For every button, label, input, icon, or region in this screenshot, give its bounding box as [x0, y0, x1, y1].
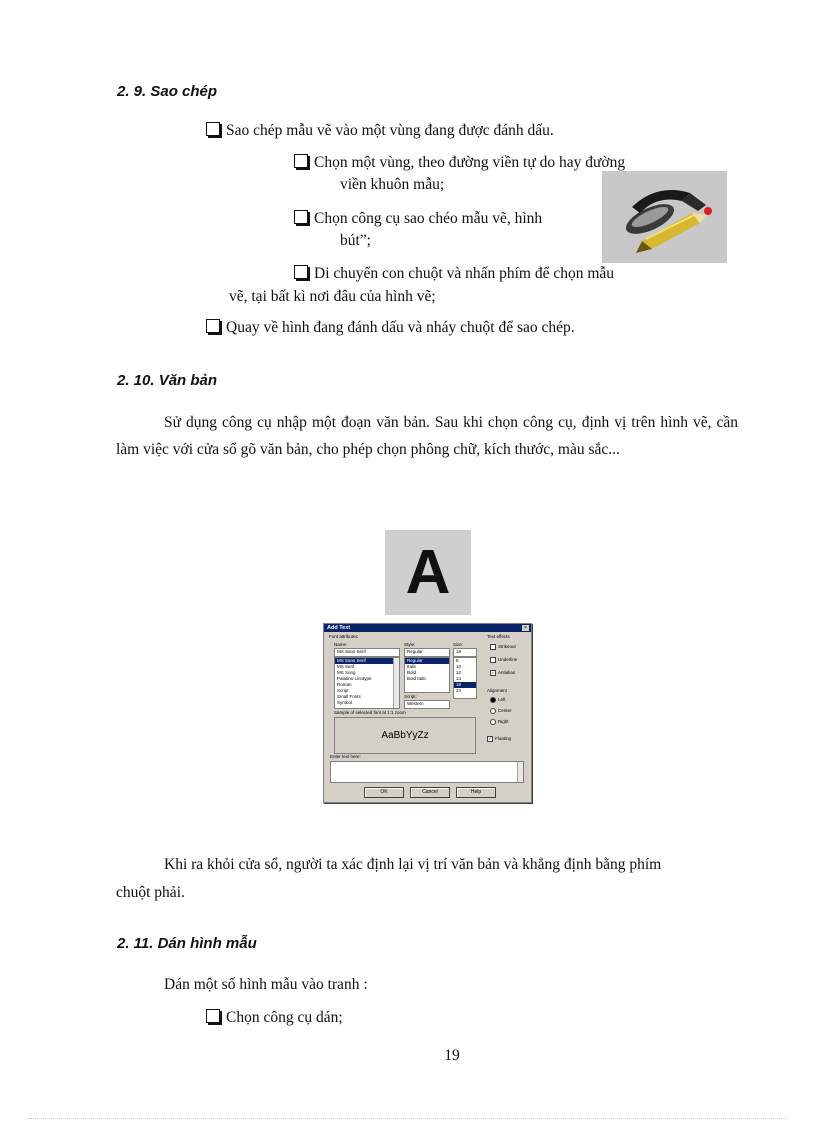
sub-bullet-select-region — [294, 153, 625, 173]
font-sample-box — [334, 717, 476, 754]
paste-intro: Dán một số hình mẫu vào tranh : — [164, 976, 368, 993]
sample-label: Sample of selected font at 1:1 zoom — [334, 710, 406, 715]
style-list[interactable] — [404, 657, 450, 693]
font-list-item[interactable]: MS Sans Serif — [335, 658, 399, 664]
name-label: Name: — [334, 642, 348, 647]
bullet-copy-pattern — [206, 121, 554, 141]
script-select[interactable] — [404, 700, 450, 709]
size-list-item[interactable]: 24 — [456, 688, 462, 693]
bullet-text: Chọn công cụ dán; — [226, 1009, 343, 1026]
bullet-text: Sao chép mẫu vẽ vào một vùng đang được đánh dấu. — [226, 122, 554, 139]
size-list-item[interactable]: 8 — [456, 658, 459, 663]
strikeout-label: Strikeout — [498, 644, 516, 649]
align-center-radio[interactable] — [490, 708, 496, 714]
antialias-label: Antialias — [498, 670, 516, 675]
section-2-9-title: 2. 9. Sao chép — [117, 83, 218, 100]
checkbox-bullet-icon — [294, 265, 308, 279]
size-list-item[interactable]: 12 — [456, 670, 462, 675]
footer-divider — [28, 1118, 788, 1119]
style-label: Style: — [404, 642, 416, 647]
size-input[interactable] — [453, 648, 477, 657]
sub-bullet-move-mouse — [294, 264, 614, 284]
sub-bullet-select-tool — [294, 209, 604, 229]
checkbox-bullet-icon — [294, 154, 308, 168]
font-list-scrollbar[interactable] — [393, 658, 399, 708]
font-list-item[interactable]: Script — [337, 688, 349, 693]
sub-bullet-continuation: viền khuôn mẫu; — [340, 176, 445, 193]
font-list-item[interactable]: MS Serif — [337, 664, 355, 669]
antialias-checkbox[interactable]: ✓ — [491, 670, 495, 675]
after-dialog-line2: chuột phải. — [116, 884, 185, 901]
text-effects-label: Text effects — [487, 634, 510, 639]
dialog-title-bar — [324, 624, 531, 632]
after-dialog-line1: Khi ra khỏi cửa sổ, người ta xác định lại vị trí văn bản và khẳng định bằng phím — [164, 856, 662, 873]
checkbox-bullet-icon — [206, 122, 220, 136]
style-list-item[interactable]: Bold — [407, 670, 417, 675]
font-list-item[interactable]: Palatino Linotype — [337, 676, 372, 681]
script-value: Western — [407, 701, 424, 706]
style-list-item[interactable]: Bold Italic — [407, 676, 427, 681]
align-center-label: Center — [498, 708, 512, 713]
size-value: 18 — [456, 649, 462, 654]
align-right-label: Right — [498, 719, 509, 724]
checkbox-bullet-icon — [294, 210, 308, 224]
bullet-return-copy — [206, 318, 575, 338]
align-left-radio[interactable] — [490, 697, 496, 703]
sub-bullet-text: Chọn công cụ sao chéo mẫu vẽ, hình — [314, 210, 543, 227]
font-sample-text: AaBbYyZz — [381, 730, 429, 741]
enter-text-textarea[interactable] — [330, 761, 524, 783]
airbrush-pen-icon — [602, 171, 727, 263]
section-2-10-title: 2. 10. Văn bản — [117, 372, 218, 389]
alignment-label: Alignment — [487, 688, 508, 693]
page-number: 19 — [444, 1047, 460, 1064]
font-list-item[interactable]: Symbol — [337, 700, 353, 705]
style-list-item[interactable]: Regular — [405, 658, 449, 664]
size-list-item[interactable]: 18 — [454, 682, 476, 688]
underline-label: Underline — [498, 657, 518, 662]
align-right-radio[interactable] — [490, 719, 496, 725]
font-list-item[interactable]: Small Fonts — [337, 694, 361, 699]
underline-checkbox[interactable] — [490, 657, 496, 663]
font-name-input[interactable] — [334, 648, 400, 657]
size-list[interactable] — [453, 657, 477, 699]
size-label: Size: — [453, 642, 464, 647]
checkbox-bullet-icon — [206, 319, 220, 333]
style-input[interactable] — [404, 648, 450, 657]
sub-bullet-continuation: vẽ, tại bất kì nơi đâu của hình vẽ; — [229, 288, 436, 305]
font-attributes-label: Font attributes — [329, 634, 358, 639]
enter-text-label: Enter text here: — [330, 754, 361, 759]
checkbox-bullet-icon — [206, 1009, 220, 1023]
textarea-scrollbar[interactable] — [517, 762, 523, 782]
style-list-item[interactable]: Italic — [407, 664, 417, 669]
ok-button[interactable]: OK — [364, 787, 404, 798]
add-text-dialog — [323, 623, 532, 803]
floating-label: Floating — [495, 736, 512, 741]
section-2-11-title: 2. 11. Dán hình mẫu — [117, 935, 257, 952]
bullet-select-paste-tool — [206, 1008, 343, 1028]
script-label: Script: — [404, 694, 417, 699]
help-button[interactable]: Help — [456, 787, 496, 798]
text-tool-glyph: A — [405, 538, 451, 607]
paragraph-text-tool: Sử dụng công cụ nhập một đoạn văn bản. Sau khi chọn công cụ, định vị trên hình vẽ, cần làm việc với cửa sổ gõ văn bản, cho phép chọn phông chữ, kích thước, màu sắc... — [116, 414, 738, 458]
floating-checkbox[interactable]: ✓ — [488, 736, 492, 741]
font-list-item[interactable]: MS Song — [337, 670, 356, 675]
font-list-item[interactable]: Roman — [337, 682, 352, 687]
sub-bullet-text: Chọn một vùng, theo đường viền tự do hay đường — [314, 154, 626, 171]
size-list-item[interactable]: 10 — [456, 664, 462, 669]
dialog-title: Add Text — [327, 625, 351, 631]
align-left-label: Left — [498, 697, 506, 702]
cancel-button[interactable]: Cancel — [410, 787, 450, 798]
sub-bullet-continuation: bút”; — [340, 232, 371, 249]
style-value: Regular — [407, 649, 423, 654]
font-list[interactable] — [334, 657, 400, 709]
font-name-value: MS Sans Serif — [337, 649, 366, 654]
close-icon[interactable]: × — [522, 625, 529, 631]
text-tool-icon — [385, 530, 471, 615]
strikeout-checkbox[interactable] — [490, 644, 496, 650]
size-list-item[interactable]: 14 — [456, 676, 462, 681]
sub-bullet-text: Di chuyển con chuột và nhấn phím để chọn mẫu — [314, 265, 615, 282]
bullet-text: Quay về hình đang đánh dấu và nháy chuột để sao chép. — [226, 319, 575, 336]
